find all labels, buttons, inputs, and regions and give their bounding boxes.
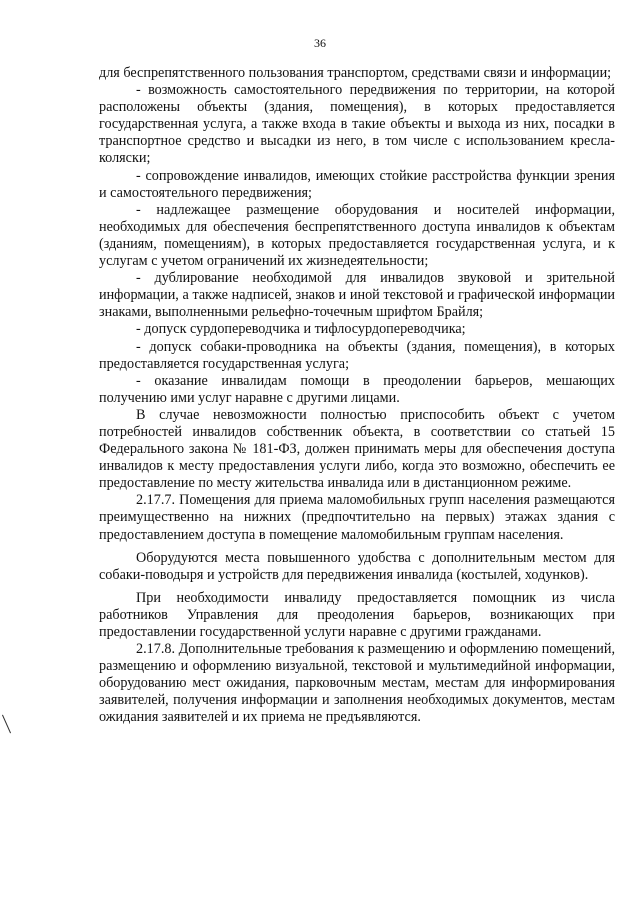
- paragraph: В случае невозможности полностью приспособить объект с учетом потребностей инвалидов собственник объекта, в соответствии со статьей 15 Федерального закона № 181-ФЗ, должен принимать меры для обеспечения доступа инвалидов к месту предоставления услуги либо, когда это возможно, обеспечить ее предоставление по месту жительства инвалида или в дистанционном режиме.: [99, 406, 615, 492]
- document-body: [99, 65, 615, 727]
- paragraph: - допуск сурдопереводчика и тифлосурдопереводчика;: [136, 321, 466, 338]
- paragraph: - сопровождение инвалидов, имеющих стойкие расстройства функции зрения и самостоятельного передвижения;: [99, 167, 615, 201]
- paragraph: 2.17.7. Помещения для приема маломобильных групп населения размещаются преимущественно на нижних (предпочтительно на первых) этажах здания с предоставлением доступа в помещение маломобильным группам населения.: [99, 492, 615, 543]
- paragraph: 2.17.8. Дополнительные требования к размещению и оформлению помещений, размещению и оформлению визуальной, текстовой и мультимедийной информации, оборудованию мест ожидания, парковочным местам, местам для информирования заявителей, получения информации и заполнения необходимых документов, местам ожидания заявителей и их приема не предъявляются.: [99, 641, 615, 726]
- paragraph: - допуск собаки-проводника на объекты (здания, помещения), в которых предоставляется государственная услуга;: [99, 338, 615, 372]
- paragraph: При необходимости инвалиду предоставляется помощник из числа работников Управления для преодоления барьеров, возникающих при предоставлении государственной услуги наравне с другими гражданами.: [99, 589, 615, 640]
- paragraph: - надлежащее размещение оборудования и носителей информации, необходимых для обеспечения беспрепятственного доступа инвалидов к объектам (зданиям, помещениям), в которых предоставляется государственная услуга, и к услугам с учетом ограничений их жизнедеятельности;: [99, 201, 615, 270]
- paragraph: - дублирование необходимой для инвалидов звуковой и зрительной информации, а также надписей, знаков и иной текстовой и графической информации знаками, выполненными рельефно-точечным шрифтом Брайля;: [99, 270, 615, 321]
- paragraph: Оборудуются места повышенного удобства с дополнительным местом для собаки-поводыря и устройств для передвижения инвалида (костылей, ходунков).: [99, 549, 615, 583]
- paragraph: для беспрепятственного пользования транспортом, средствами связи и информации;: [99, 65, 612, 81]
- paragraph: - возможность самостоятельного передвижения по территории, на которой расположены объекты (здания, помещения), в которых предоставляется государственная услуга, а также входа в такие объекты и выхода из них, посадки в транспортное средство и высадки из него, в том числе с использованием кресла-коляски;: [99, 82, 615, 167]
- paragraph: - оказание инвалидам помощи в преодолении барьеров, мешающих получению ими услуг наравне с другими лицами.: [99, 372, 615, 406]
- scan-artifact-mark: [2, 715, 11, 734]
- page-number: 36: [314, 36, 326, 50]
